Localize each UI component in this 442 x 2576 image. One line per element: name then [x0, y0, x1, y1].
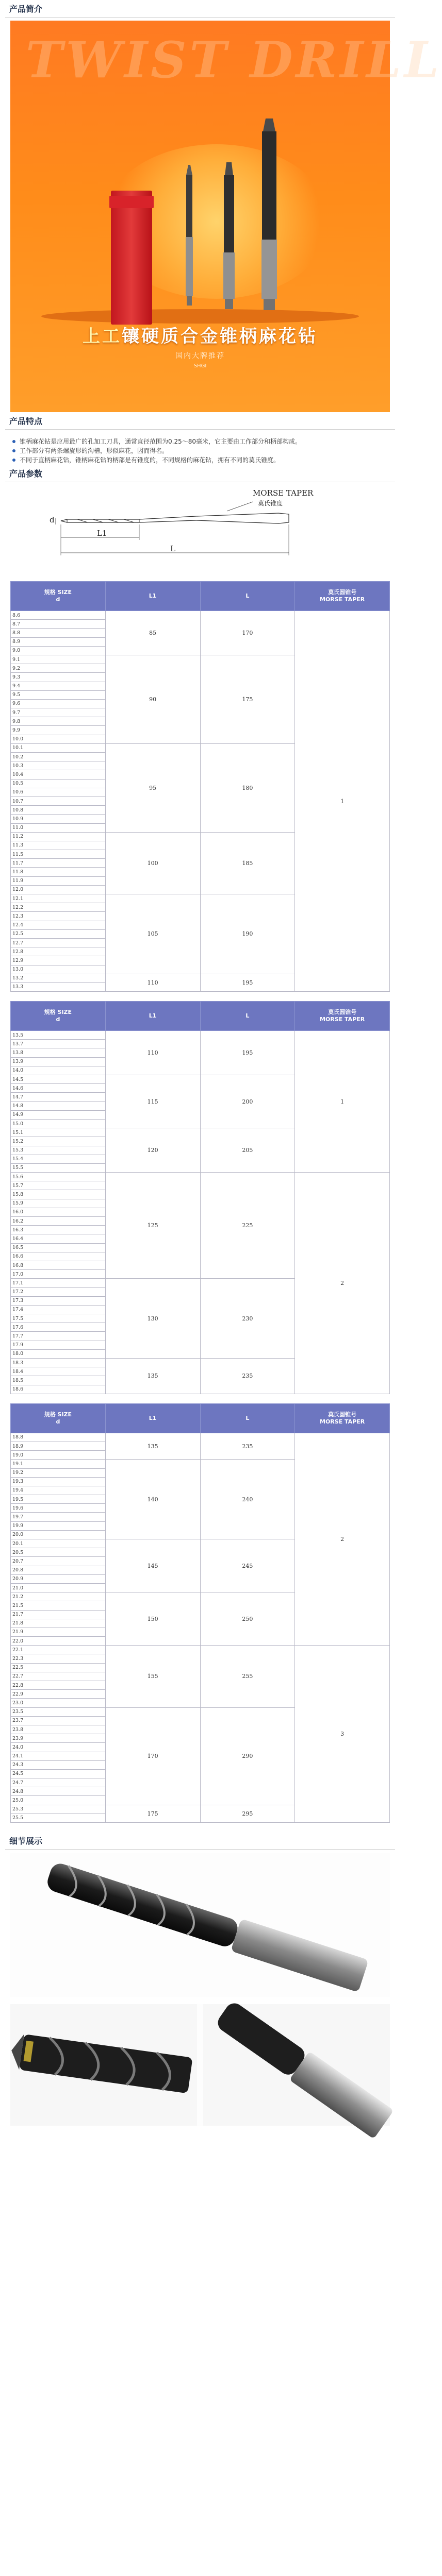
details-section-header — [0, 1832, 400, 1853]
header-morse-taper: 莫氏圆锥号 MORSE TAPER — [295, 1002, 390, 1031]
l-cell: 200 — [200, 1075, 295, 1128]
size-cell: 23.9 — [11, 1734, 106, 1743]
l-cell: 225 — [200, 1173, 295, 1279]
section-divider — [5, 17, 395, 18]
l1-cell: 95 — [105, 743, 200, 832]
size-cell: 18.4 — [11, 1367, 106, 1376]
l1-cell: 135 — [105, 1359, 200, 1394]
drill-shank-photo — [203, 1998, 394, 2139]
header-l: L — [200, 1002, 295, 1031]
l-cell: 250 — [200, 1592, 295, 1646]
size-cell: 10.9 — [11, 815, 106, 823]
header-l1: L1 — [105, 582, 200, 611]
size-cell: 17.3 — [11, 1296, 106, 1305]
size-cell: 11.7 — [11, 859, 106, 868]
bullet-icon — [12, 449, 15, 452]
size-cell: 14.8 — [11, 1101, 106, 1110]
size-cell: 14.7 — [11, 1093, 106, 1101]
size-cell: 12.4 — [11, 921, 106, 929]
table-row — [11, 1173, 390, 1181]
size-cell: 13.3 — [11, 982, 106, 991]
size-cell: 13.0 — [11, 965, 106, 974]
size-cell: 13.5 — [11, 1031, 106, 1040]
section-divider — [5, 429, 395, 430]
size-cell: 21.5 — [11, 1601, 106, 1610]
size-cell: 20.0 — [11, 1530, 106, 1539]
size-cell: 22.9 — [11, 1690, 106, 1699]
size-cell: 15.0 — [11, 1119, 106, 1128]
size-cell: 25.5 — [11, 1814, 106, 1822]
l1-cell: 175 — [105, 1805, 200, 1822]
drill-tip-and-shank-images — [10, 2004, 390, 2126]
size-cell: 19.6 — [11, 1504, 106, 1513]
details-section-title: 细节展示 — [9, 1836, 43, 1846]
bullet-icon — [12, 440, 15, 443]
l1-cell: 130 — [105, 1279, 200, 1359]
banner-bg-text: TWIST DRILL — [26, 31, 442, 89]
product-name: 镶硬质合金锥柄麻花钻 — [122, 326, 318, 347]
size-cell: 17.9 — [11, 1341, 106, 1349]
size-cell: 18.6 — [11, 1385, 106, 1394]
l-cell: 240 — [200, 1460, 295, 1539]
drill-bit-small — [186, 165, 193, 306]
size-cell: 13.7 — [11, 1040, 106, 1048]
size-cell: 21.9 — [11, 1628, 106, 1636]
size-cell: 19.4 — [11, 1486, 106, 1495]
features-list — [12, 437, 388, 465]
size-cell: 13.9 — [11, 1057, 106, 1066]
banner-subtitle: 国内大牌推荐 — [175, 352, 225, 360]
size-cell: 12.9 — [11, 956, 106, 965]
size-cell: 10.8 — [11, 806, 106, 815]
size-cell: 20.7 — [11, 1557, 106, 1566]
size-cell: 17.5 — [11, 1314, 106, 1323]
size-cell: 12.2 — [11, 903, 106, 912]
size-cell: 9.3 — [11, 673, 106, 682]
params-section-title: 产品参数 — [9, 469, 43, 479]
detail-photos-row — [10, 2004, 390, 2126]
size-cell: 13.8 — [11, 1048, 106, 1057]
l-cell: 235 — [200, 1433, 295, 1460]
spec-table — [10, 1403, 390, 1823]
drill-drawing — [10, 488, 390, 581]
size-cell: 10.3 — [11, 761, 106, 770]
header-morse-taper: 莫氏圆锥号 MORSE TAPER — [295, 1403, 390, 1433]
spec-table — [10, 581, 390, 992]
l1-cell: 140 — [105, 1460, 200, 1539]
table-spacer — [0, 992, 400, 1001]
size-cell: 24.3 — [11, 1760, 106, 1769]
size-cell: 20.5 — [11, 1548, 106, 1557]
l-cell: 185 — [200, 832, 295, 894]
size-cell: 22.8 — [11, 1681, 106, 1690]
size-cell: 9.7 — [11, 708, 106, 717]
l1-cell: 120 — [105, 1128, 200, 1173]
size-cell: 16.8 — [11, 1261, 106, 1269]
size-cell: 8.8 — [11, 629, 106, 637]
size-cell: 16.6 — [11, 1252, 106, 1261]
size-cell: 13.2 — [11, 974, 106, 982]
size-cell: 18.0 — [11, 1349, 106, 1358]
size-cell: 10.2 — [11, 753, 106, 761]
size-cell: 10.7 — [11, 796, 106, 805]
morse-taper-cell: 1 — [295, 1031, 390, 1173]
size-cell: 10.1 — [11, 743, 106, 752]
size-cell: 16.2 — [11, 1217, 106, 1226]
size-cell: 12.1 — [11, 894, 106, 903]
size-cell: 15.3 — [11, 1146, 106, 1155]
l-cell: 255 — [200, 1646, 295, 1707]
size-cell: 15.7 — [11, 1181, 106, 1190]
bullet-icon — [12, 459, 15, 462]
drill-bit-large — [261, 118, 277, 310]
size-cell: 10.0 — [11, 735, 106, 743]
size-cell: 11.0 — [11, 823, 106, 832]
l-cell: 180 — [200, 743, 295, 832]
size-cell: 17.0 — [11, 1270, 106, 1279]
size-cell: 8.7 — [11, 620, 106, 629]
l1-cell: 90 — [105, 655, 200, 743]
size-cell: 22.0 — [11, 1637, 106, 1646]
size-cell: 12.7 — [11, 938, 106, 947]
size-cell: 12.5 — [11, 929, 106, 938]
size-cell: 14.9 — [11, 1110, 106, 1119]
feature-item: 锥柄麻花钻是应用最广的孔加工刀具，通常直径范围为0.25～80毫米，它主要由工作部分和柄部构成。 — [12, 437, 388, 446]
size-cell: 16.0 — [11, 1208, 106, 1216]
diameter-label: d — [50, 515, 55, 524]
header-size: 规格 SIZE d — [11, 1403, 106, 1433]
brand-name: 上工 — [83, 326, 122, 347]
l-cell: 245 — [200, 1539, 295, 1592]
size-cell: 25.0 — [11, 1796, 106, 1805]
banner-small-text: SHGI — [193, 363, 207, 369]
feature-item: 不同于直柄麻花钻，锥柄麻花钻的柄部是有锥度的，不同规格的麻花钻，拥有不同的莫氏锥度。 — [12, 455, 388, 465]
size-cell: 24.7 — [11, 1778, 106, 1787]
header-l1: L1 — [105, 1002, 200, 1031]
size-cell: 22.7 — [11, 1672, 106, 1681]
size-cell: 18.3 — [11, 1359, 106, 1367]
l-cell: 195 — [200, 974, 295, 991]
size-cell: 24.5 — [11, 1769, 106, 1778]
size-cell: 14.5 — [11, 1075, 106, 1084]
morse-taper-label: MORSE TAPER — [253, 488, 314, 498]
morse-taper-cell: 1 — [295, 611, 390, 992]
header-l: L — [200, 1403, 295, 1433]
header-size: 规格 SIZE d — [11, 1002, 106, 1031]
size-cell: 11.2 — [11, 832, 106, 841]
drill-bit-medium — [223, 162, 235, 309]
size-cell: 25.3 — [11, 1805, 106, 1814]
header-l1: L1 — [105, 1403, 200, 1433]
l-cell: 235 — [200, 1359, 295, 1394]
size-cell: 11.9 — [11, 876, 106, 885]
size-cell: 9.4 — [11, 682, 106, 690]
size-cell: 17.6 — [11, 1323, 106, 1332]
size-cell: 23.5 — [11, 1707, 106, 1716]
morse-taper-cell: 2 — [295, 1173, 390, 1394]
l-cell: 175 — [200, 655, 295, 743]
l1-cell: 135 — [105, 1433, 200, 1460]
size-cell: 10.4 — [11, 770, 106, 779]
size-cell: 18.9 — [11, 1442, 106, 1450]
size-cell: 23.8 — [11, 1725, 106, 1734]
morse-taper-cell: 2 — [295, 1433, 390, 1646]
size-cell: 20.8 — [11, 1566, 106, 1574]
size-cell: 10.6 — [11, 788, 106, 796]
size-cell: 12.3 — [11, 912, 106, 921]
size-cell: 20.1 — [11, 1539, 106, 1548]
table-row — [11, 1433, 390, 1442]
drill-tip-photo — [9, 2004, 197, 2126]
drill-closeup-image — [10, 1853, 390, 1997]
header-size: 规格 SIZE d — [11, 582, 106, 611]
size-cell: 22.1 — [11, 1646, 106, 1654]
morse-taper-cell: 3 — [295, 1646, 390, 1823]
size-cell: 9.0 — [11, 646, 106, 655]
drill-dimension-diagram — [10, 488, 390, 581]
l1-cell: 100 — [105, 832, 200, 894]
table-row — [11, 1646, 390, 1654]
size-cell: 16.4 — [11, 1234, 106, 1243]
l1-cell: 170 — [105, 1707, 200, 1805]
size-cell: 17.1 — [11, 1279, 106, 1287]
size-cell: 9.5 — [11, 690, 106, 699]
l-cell: 170 — [200, 611, 295, 655]
size-cell: 9.2 — [11, 664, 106, 673]
table-header-row — [11, 582, 390, 611]
size-cell: 14.0 — [11, 1066, 106, 1075]
l-cell: 230 — [200, 1279, 295, 1359]
size-cell: 9.6 — [11, 699, 106, 708]
size-cell: 24.8 — [11, 1787, 106, 1796]
size-cell: 19.0 — [11, 1451, 106, 1460]
l1-cell: 85 — [105, 611, 200, 655]
size-cell: 16.3 — [11, 1226, 106, 1234]
l1-cell: 110 — [105, 1031, 200, 1075]
size-cell: 20.9 — [11, 1574, 106, 1583]
size-cell: 11.3 — [11, 841, 106, 850]
size-cell: 19.9 — [11, 1521, 106, 1530]
l1-label: L1 — [97, 529, 107, 538]
l-cell: 290 — [200, 1707, 295, 1805]
size-cell: 14.6 — [11, 1084, 106, 1093]
size-cell: 9.1 — [11, 655, 106, 664]
size-cell: 22.3 — [11, 1654, 106, 1663]
table-spacer — [0, 1823, 400, 1832]
table-header-row — [11, 1002, 390, 1031]
size-cell: 15.8 — [11, 1190, 106, 1199]
size-cell: 23.0 — [11, 1699, 106, 1707]
params-section-header — [0, 465, 400, 485]
l1-cell: 110 — [105, 974, 200, 991]
size-cell: 15.5 — [11, 1163, 106, 1172]
spec-table — [10, 1001, 390, 1394]
size-cell: 11.8 — [11, 868, 106, 876]
features-section-title: 产品特点 — [9, 416, 43, 426]
size-cell: 10.5 — [11, 779, 106, 788]
feature-item: 工作部分有两条螺旋形的沟槽，形似麻花，因而得名。 — [12, 446, 388, 455]
size-cell: 18.8 — [11, 1433, 106, 1442]
size-cell: 12.8 — [11, 947, 106, 956]
size-cell: 19.2 — [11, 1468, 106, 1477]
l1-cell: 145 — [105, 1539, 200, 1592]
size-cell: 9.9 — [11, 726, 106, 735]
size-cell: 19.5 — [11, 1495, 106, 1504]
section-divider — [5, 1849, 395, 1850]
size-cell: 21.8 — [11, 1619, 106, 1628]
size-cell: 19.3 — [11, 1477, 106, 1486]
banner-title — [10, 322, 390, 347]
size-cell: 21.7 — [11, 1610, 106, 1619]
size-cell: 15.2 — [11, 1137, 106, 1146]
table-header-row — [11, 1403, 390, 1433]
size-cell: 19.7 — [11, 1513, 106, 1521]
l1-cell: 105 — [105, 894, 200, 974]
features-section-header — [0, 412, 400, 433]
detail-photo-large — [10, 1853, 390, 1997]
size-cell: 11.5 — [11, 850, 106, 859]
size-cell: 8.9 — [11, 637, 106, 646]
l-cell: 190 — [200, 894, 295, 974]
l-label: L — [170, 544, 175, 553]
size-cell: 22.5 — [11, 1663, 106, 1672]
l1-cell: 150 — [105, 1592, 200, 1646]
l1-cell: 155 — [105, 1646, 200, 1707]
size-cell: 8.6 — [11, 611, 106, 620]
product-banner — [10, 21, 442, 412]
l-cell: 205 — [200, 1128, 295, 1173]
size-cell: 15.9 — [11, 1199, 106, 1208]
l1-cell: 115 — [105, 1075, 200, 1128]
table-row — [11, 1031, 390, 1040]
l-cell: 195 — [200, 1031, 295, 1075]
intro-section-header — [0, 0, 400, 21]
size-cell: 12.0 — [11, 885, 106, 894]
size-cell: 21.2 — [11, 1592, 106, 1601]
intro-section-title: 产品简介 — [9, 4, 43, 14]
size-cell: 15.4 — [11, 1155, 106, 1163]
size-cell: 17.7 — [11, 1332, 106, 1341]
table-row — [11, 611, 390, 620]
table-spacer — [0, 1394, 400, 1403]
morse-taper-cn-label: 莫氏锥度 — [258, 500, 283, 507]
spec-tables — [0, 581, 400, 1832]
size-cell: 24.1 — [11, 1752, 106, 1760]
header-morse-taper: 莫氏圆锥号 MORSE TAPER — [295, 582, 390, 611]
size-cell: 19.1 — [11, 1460, 106, 1468]
size-cell: 15.1 — [11, 1128, 106, 1137]
l-cell: 295 — [200, 1805, 295, 1822]
header-l: L — [200, 582, 295, 611]
size-cell: 21.0 — [11, 1583, 106, 1592]
size-cell: 17.4 — [11, 1305, 106, 1314]
size-cell: 18.5 — [11, 1376, 106, 1385]
size-cell: 16.5 — [11, 1243, 106, 1252]
size-cell: 17.2 — [11, 1287, 106, 1296]
size-cell: 23.7 — [11, 1716, 106, 1725]
size-cell: 9.8 — [11, 717, 106, 726]
l1-cell: 125 — [105, 1173, 200, 1279]
size-cell: 24.0 — [11, 1743, 106, 1752]
size-cell: 15.6 — [11, 1173, 106, 1181]
